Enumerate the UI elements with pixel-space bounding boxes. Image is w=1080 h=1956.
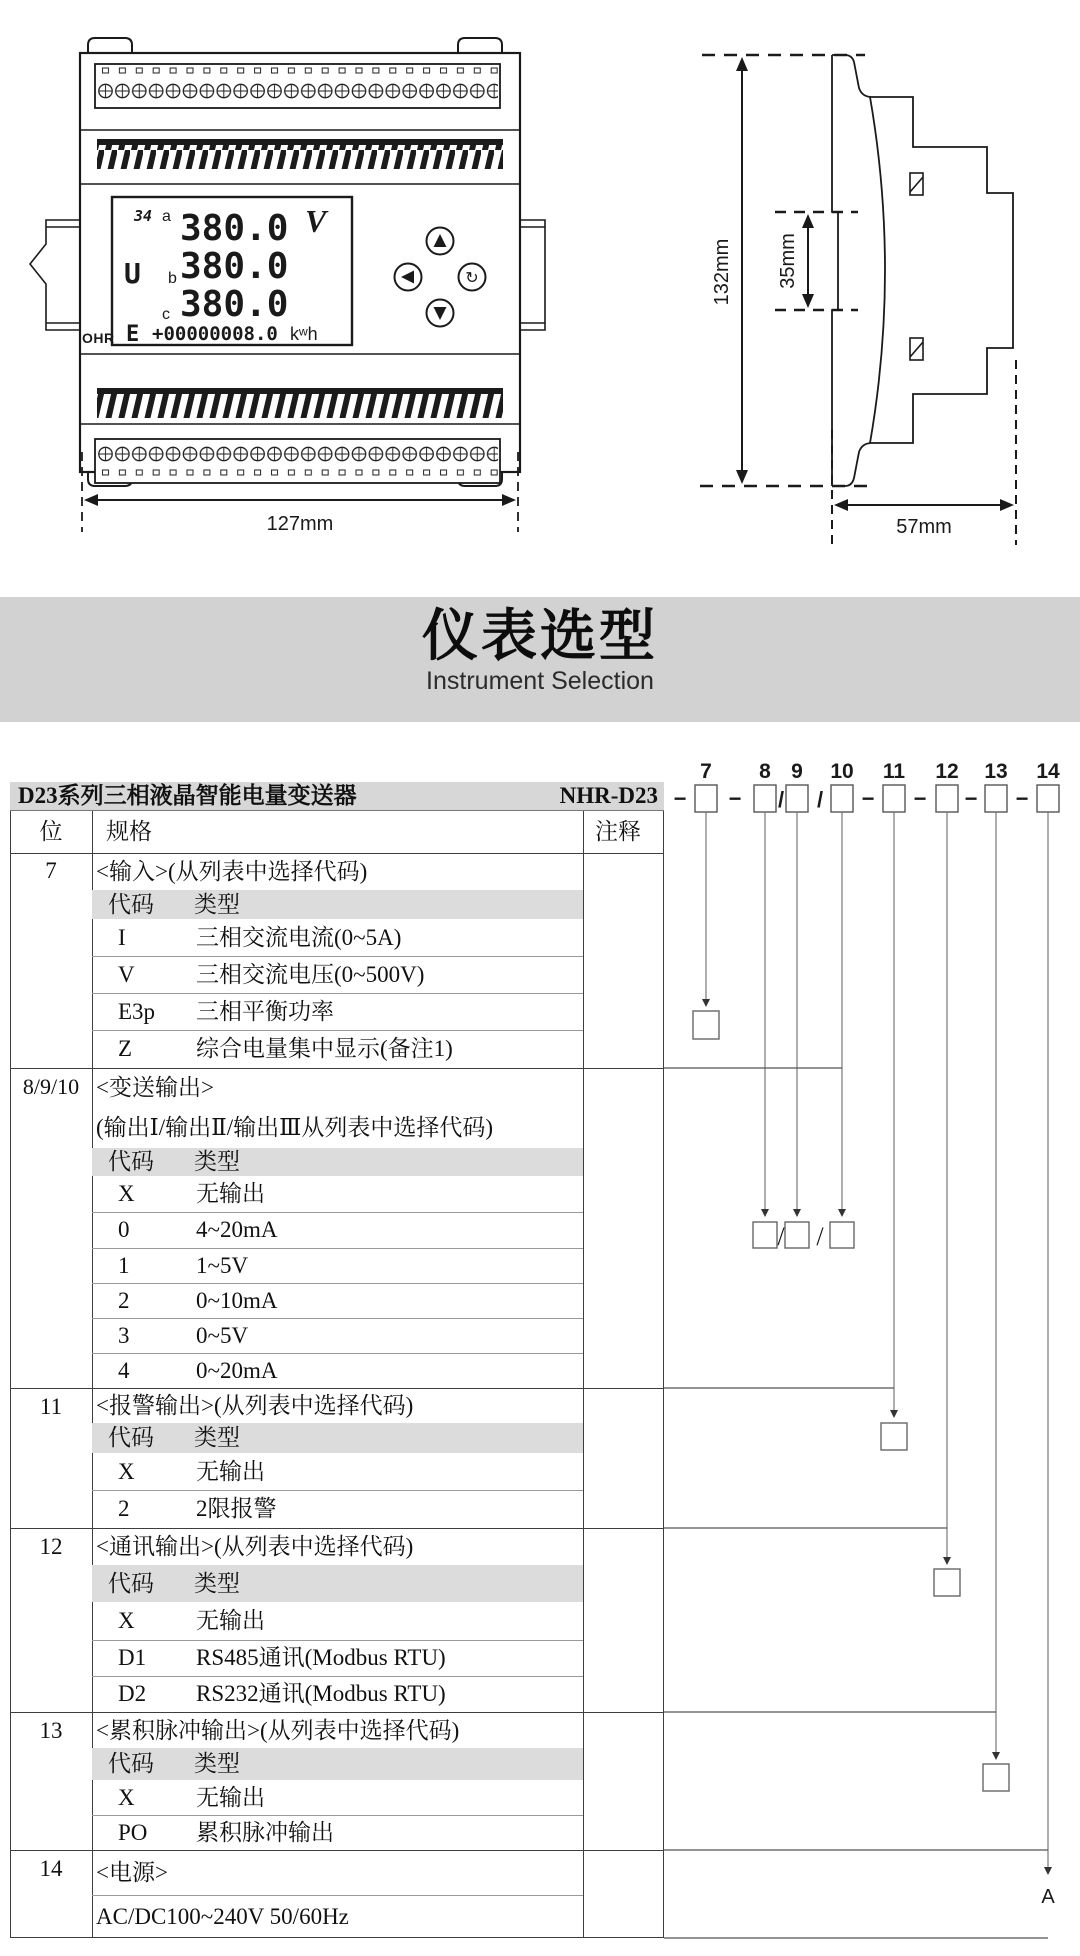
lcd-energy-unit: kʷh <box>290 324 318 344</box>
code-box-9 <box>786 785 808 812</box>
type-value: 无输出 <box>196 1785 265 1810</box>
rail-dimension <box>775 212 858 310</box>
enter-loop-icon: ↻ <box>465 268 479 287</box>
pos-label-14: 14 <box>39 1856 63 1881</box>
code-value: X <box>118 1459 135 1484</box>
code-separator: − <box>913 786 927 811</box>
code-box-14 <box>1037 785 1059 812</box>
code-value: X <box>118 1181 135 1206</box>
model-code: NHR-D23 <box>559 783 658 808</box>
code-row <box>92 1490 583 1528</box>
side-profile <box>832 55 1013 486</box>
code-value: 2 <box>118 1288 130 1313</box>
pos-number-13: 13 <box>984 760 1008 783</box>
pos-label-13: 13 <box>39 1718 63 1743</box>
type-value: 2限报警 <box>196 1496 277 1521</box>
code-separator: / <box>777 787 785 812</box>
type-header-label: 类型 <box>194 892 240 917</box>
sect7-title: <输入>(从列表中选择代码) <box>96 859 368 884</box>
code-header-label: 代码 <box>108 892 154 917</box>
code-box-8 <box>754 785 776 812</box>
code-separator: − <box>728 786 742 811</box>
code-row <box>92 1602 583 1640</box>
type-value: 无输出 <box>196 1181 265 1206</box>
code-box-13 <box>985 785 1007 812</box>
vent-band-top <box>97 139 503 145</box>
code-separator: − <box>964 786 978 811</box>
sect11-code-header <box>92 1423 583 1453</box>
code-value: X <box>118 1785 135 1810</box>
lcd-row-b-value: 380.0 <box>180 246 289 287</box>
sect8910-code-header <box>92 1148 583 1176</box>
type-header-label: 类型 <box>194 1425 240 1450</box>
code-row <box>92 1453 583 1490</box>
sect11-title: <报警输出>(从列表中选择代码) <box>96 1393 414 1418</box>
type-value: 无输出 <box>196 1459 265 1484</box>
pos-number-7: 7 <box>700 760 712 783</box>
select-box-7 <box>693 1011 719 1039</box>
terminal-screws-bottom <box>97 441 498 481</box>
lcd-volt-unit: V <box>305 203 327 239</box>
col-header-pos: 位 <box>39 819 63 844</box>
code-value: 1 <box>118 1253 130 1278</box>
select-box-11 <box>881 1423 907 1450</box>
type-header-label: 类型 <box>194 1149 240 1174</box>
leader-arrows <box>702 999 1052 1875</box>
lcd-phase-indicator: 34 <box>134 207 153 225</box>
pos-label-11: 11 <box>39 1394 63 1419</box>
type-value: 0~20mA <box>196 1358 278 1383</box>
code-row <box>92 1815 583 1850</box>
code-row <box>92 1176 583 1212</box>
product-title: D23系列三相液晶智能电量变送器 <box>18 783 357 808</box>
code-value: X <box>118 1608 135 1633</box>
din-rail-right <box>520 220 545 330</box>
lcd-energy-value: +00000008.0 <box>152 323 278 345</box>
type-value: 4~20mA <box>196 1217 278 1242</box>
lcd-row-a-value: 380.0 <box>180 208 289 249</box>
code-row <box>92 1248 583 1283</box>
banner-title: 仪表选型 <box>422 604 658 667</box>
depth-dim-label: 57mm <box>896 516 952 538</box>
type-value: 0~10mA <box>196 1288 278 1313</box>
titlebar-bottom-line <box>10 810 664 811</box>
code-box-7 <box>695 785 717 812</box>
pos-number-12: 12 <box>935 760 959 783</box>
code-value: D1 <box>118 1645 147 1670</box>
code-row <box>92 1353 583 1388</box>
code-row <box>92 1640 583 1676</box>
pos-number-8: 8 <box>759 760 771 783</box>
type-value: RS485通讯(Modbus RTU) <box>196 1645 446 1670</box>
code-header-label: 代码 <box>108 1751 154 1776</box>
select-box-separator: / <box>777 1222 785 1251</box>
sect12-title: <通讯输出>(从列表中选择代码) <box>96 1534 414 1559</box>
code-header-label: 代码 <box>108 1571 154 1596</box>
select-box-12 <box>934 1569 960 1596</box>
terminal-screws-top <box>97 66 498 107</box>
code-separator: / <box>816 787 824 812</box>
select-box-8 <box>753 1222 777 1248</box>
lcd-e-label: E <box>126 322 140 347</box>
type-value: 0~5V <box>196 1323 249 1348</box>
lcd-row-c-value: 380.0 <box>180 284 289 325</box>
sect13-title: <累积脉冲输出>(从列表中选择代码) <box>96 1718 460 1743</box>
code-value: I <box>118 925 126 950</box>
brand-logo: OHR <box>82 330 115 346</box>
code-separator: − <box>1015 786 1029 811</box>
type-value: 1~5V <box>196 1253 249 1278</box>
sect14-title: <电源> <box>96 1860 168 1885</box>
code-header-label: 代码 <box>108 1149 154 1174</box>
code-row <box>92 993 583 1030</box>
type-value: 三相平衡功率 <box>196 999 334 1024</box>
height-dim-label: 132mm <box>711 238 733 306</box>
code-value: Z <box>118 1036 133 1061</box>
vent-slats-top <box>97 145 503 169</box>
code-box-11 <box>883 785 905 812</box>
rail-clips <box>910 173 923 360</box>
col-header-spec: 规格 <box>106 819 152 844</box>
type-value: 三相交流电压(0~500V) <box>196 962 425 987</box>
code-header-label: 代码 <box>108 1425 154 1450</box>
col-header-note: 注释 <box>595 819 641 844</box>
lcd-row-c-label: c <box>162 306 170 323</box>
code-value: 0 <box>118 1217 130 1242</box>
code-value: 2 <box>118 1496 130 1521</box>
side-view-drawing <box>560 0 1080 600</box>
pos-number-11: 11 <box>882 760 906 783</box>
code-box-10 <box>831 785 853 812</box>
rail-dim-label: 35mm <box>777 233 799 289</box>
order-example-label: A <box>1041 1886 1055 1908</box>
code-separator: − <box>861 786 875 811</box>
type-value: RS232通讯(Modbus RTU) <box>196 1681 446 1706</box>
power-spec: AC/DC100~240V 50/60Hz <box>96 1904 349 1929</box>
sect7-code-header <box>92 890 583 919</box>
code-separator: − <box>673 786 687 811</box>
pos-number-14: 14 <box>1036 760 1060 783</box>
pos-number-10: 10 <box>830 760 854 783</box>
lcd-u-label: U <box>124 257 141 290</box>
sect12-code-header <box>92 1565 583 1602</box>
code-box-12 <box>936 785 958 812</box>
type-value: 三相交流电流(0~5A) <box>196 925 402 950</box>
code-row <box>92 1780 583 1815</box>
sect8910-title: <变送输出> <box>96 1075 214 1100</box>
front-view-drawing <box>0 0 560 600</box>
table-title-bar <box>10 782 664 810</box>
code-row <box>92 1283 583 1318</box>
pos-number-9: 9 <box>791 760 803 783</box>
code-row <box>92 1030 583 1068</box>
code-value: E3p <box>118 999 156 1024</box>
code-value: D2 <box>118 1681 147 1706</box>
sect8910-subtitle: (输出Ⅰ/输出Ⅱ/输出Ⅲ从列表中选择代码) <box>96 1115 493 1140</box>
section-banner <box>0 597 1080 722</box>
sect13-code-header <box>92 1748 583 1780</box>
vent-band-bottom <box>97 388 503 394</box>
code-row <box>92 1676 583 1712</box>
type-value: 无输出 <box>196 1608 265 1633</box>
code-value: 4 <box>118 1358 130 1383</box>
select-box-separator: / <box>816 1222 824 1251</box>
type-value: 综合电量集中显示(备注1) <box>196 1036 453 1061</box>
code-row <box>92 919 583 956</box>
width-dim-label: 127mm <box>266 513 334 535</box>
type-value: 累积脉冲输出 <box>196 1820 334 1845</box>
select-box-10 <box>830 1222 854 1248</box>
banner-subtitle: Instrument Selection <box>426 667 654 695</box>
type-header-label: 类型 <box>194 1751 240 1776</box>
vent-slats-bottom <box>97 394 503 418</box>
pos-label-7: 7 <box>45 858 57 883</box>
col-sep-note <box>583 810 584 1938</box>
code-value: V <box>118 962 135 987</box>
code-row <box>92 1212 583 1248</box>
pos-label-8910: 8/9/10 <box>22 1074 80 1099</box>
select-box-13 <box>983 1764 1009 1791</box>
din-rail-left <box>30 220 80 330</box>
type-header-label: 类型 <box>194 1571 240 1596</box>
ordering-diagram <box>660 735 1080 1956</box>
code-value: 3 <box>118 1323 130 1348</box>
code-row <box>92 1318 583 1353</box>
selection-table <box>10 782 664 1938</box>
table-border-left <box>10 810 11 1938</box>
code-row <box>92 956 583 993</box>
lcd-row-a-label: a <box>162 208 171 225</box>
code-value: PO <box>118 1820 148 1845</box>
boundary-extensions <box>664 1068 1048 1938</box>
select-box-9 <box>785 1222 809 1248</box>
pos-label-12: 12 <box>39 1534 63 1559</box>
lcd-row-b-label: b <box>168 270 177 287</box>
